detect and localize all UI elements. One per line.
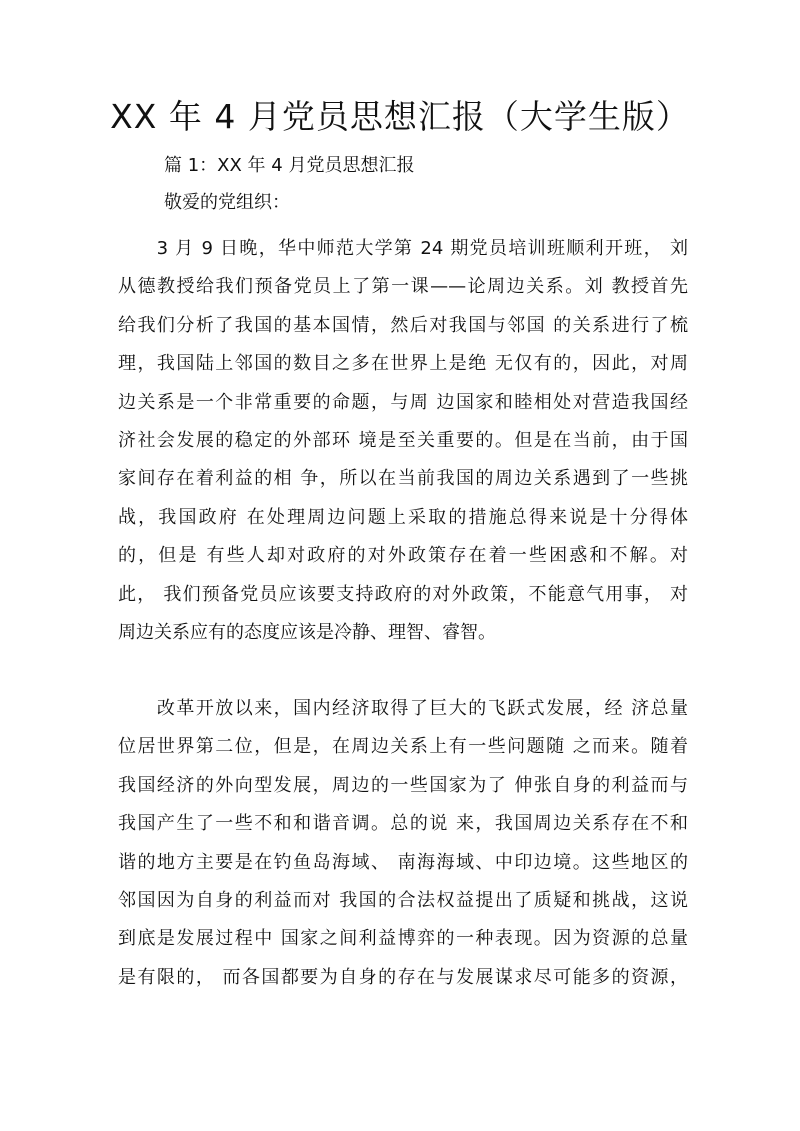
paragraph-line: 我国产生了一些不和和谐音调。总的说 来，我国周边关系存在不和	[118, 813, 688, 835]
paragraph-line: 改革开放以来，国内经济取得了巨大的飞跃式发展，经 济总量	[118, 698, 688, 719]
paragraph-line: 是有限的， 而各国都要为自身的存在与发展谋求尽可能多的资源，	[118, 966, 688, 988]
paragraph-line: 位居世界第二位，但是，在周边关系上有一些问题随 之而来。随着	[118, 736, 688, 758]
paragraph-line: 给我们分析了我国的基本国情，然后对我国与邻国 的关系进行了梳	[118, 314, 688, 336]
paragraph-2	[118, 690, 688, 997]
paragraph-line: 邻国因为自身的利益而对 我国的合法权益提出了质疑和挑战，这说	[118, 889, 688, 911]
paragraph-1	[118, 230, 688, 652]
paragraph-line: 周边关系应有的态度应该是冷静、理智、睿智。	[118, 621, 496, 643]
salutation: 敬爱的党组织：	[164, 192, 290, 213]
paragraph-line: 从德教授给我们预备党员上了第一课——论周边关系。刘 教授首先	[118, 276, 688, 298]
paragraph-line: 到底是发展过程中 国家之间利益博弈的一种表现。因为资源的总量	[118, 928, 688, 950]
document-title: XX 年 4 月党员思想汇报（大学生版）	[110, 97, 690, 136]
paragraph-line: 边关系是一个非常重要的命题，与周 边国家和睦相处对营造我国经	[118, 391, 688, 413]
paragraph-line: 济社会发展的稳定的外部环 境是至关重要的。但是在当前，由于国	[118, 429, 688, 451]
paragraph-line: 战，我国政府 在处理周边问题上采取的措施总得来说是十分得体	[118, 506, 688, 528]
paragraph-line: 谐的地方主要是在钓鱼岛海域、 南海海域、中印边境。这些地区的	[118, 851, 688, 873]
paragraph-line: 的，但是 有些人却对政府的对外政策存在着一些困惑和不解。对	[118, 545, 688, 567]
document-subtitle: 篇 1：XX 年 4 月党员思想汇报	[164, 155, 415, 176]
paragraph-line: 3 月 9 日晚，华中师范大学第 24 期党员培训班顺利开班， 刘	[118, 238, 688, 259]
paragraph-line: 家间存在着利益的相 争，所以在当前我国的周边关系遇到了一些挑	[118, 468, 688, 490]
paragraph-line: 此， 我们预备党员应该要支持政府的对外政策，不能意气用事， 对	[118, 583, 688, 605]
paragraph-line: 我国经济的外向型发展，周边的一些国家为了 伸张自身的利益而与	[118, 774, 688, 796]
paragraph-line: 理，我国陆上邻国的数目之多在世界上是绝 无仅有的，因此，对周	[118, 353, 688, 375]
